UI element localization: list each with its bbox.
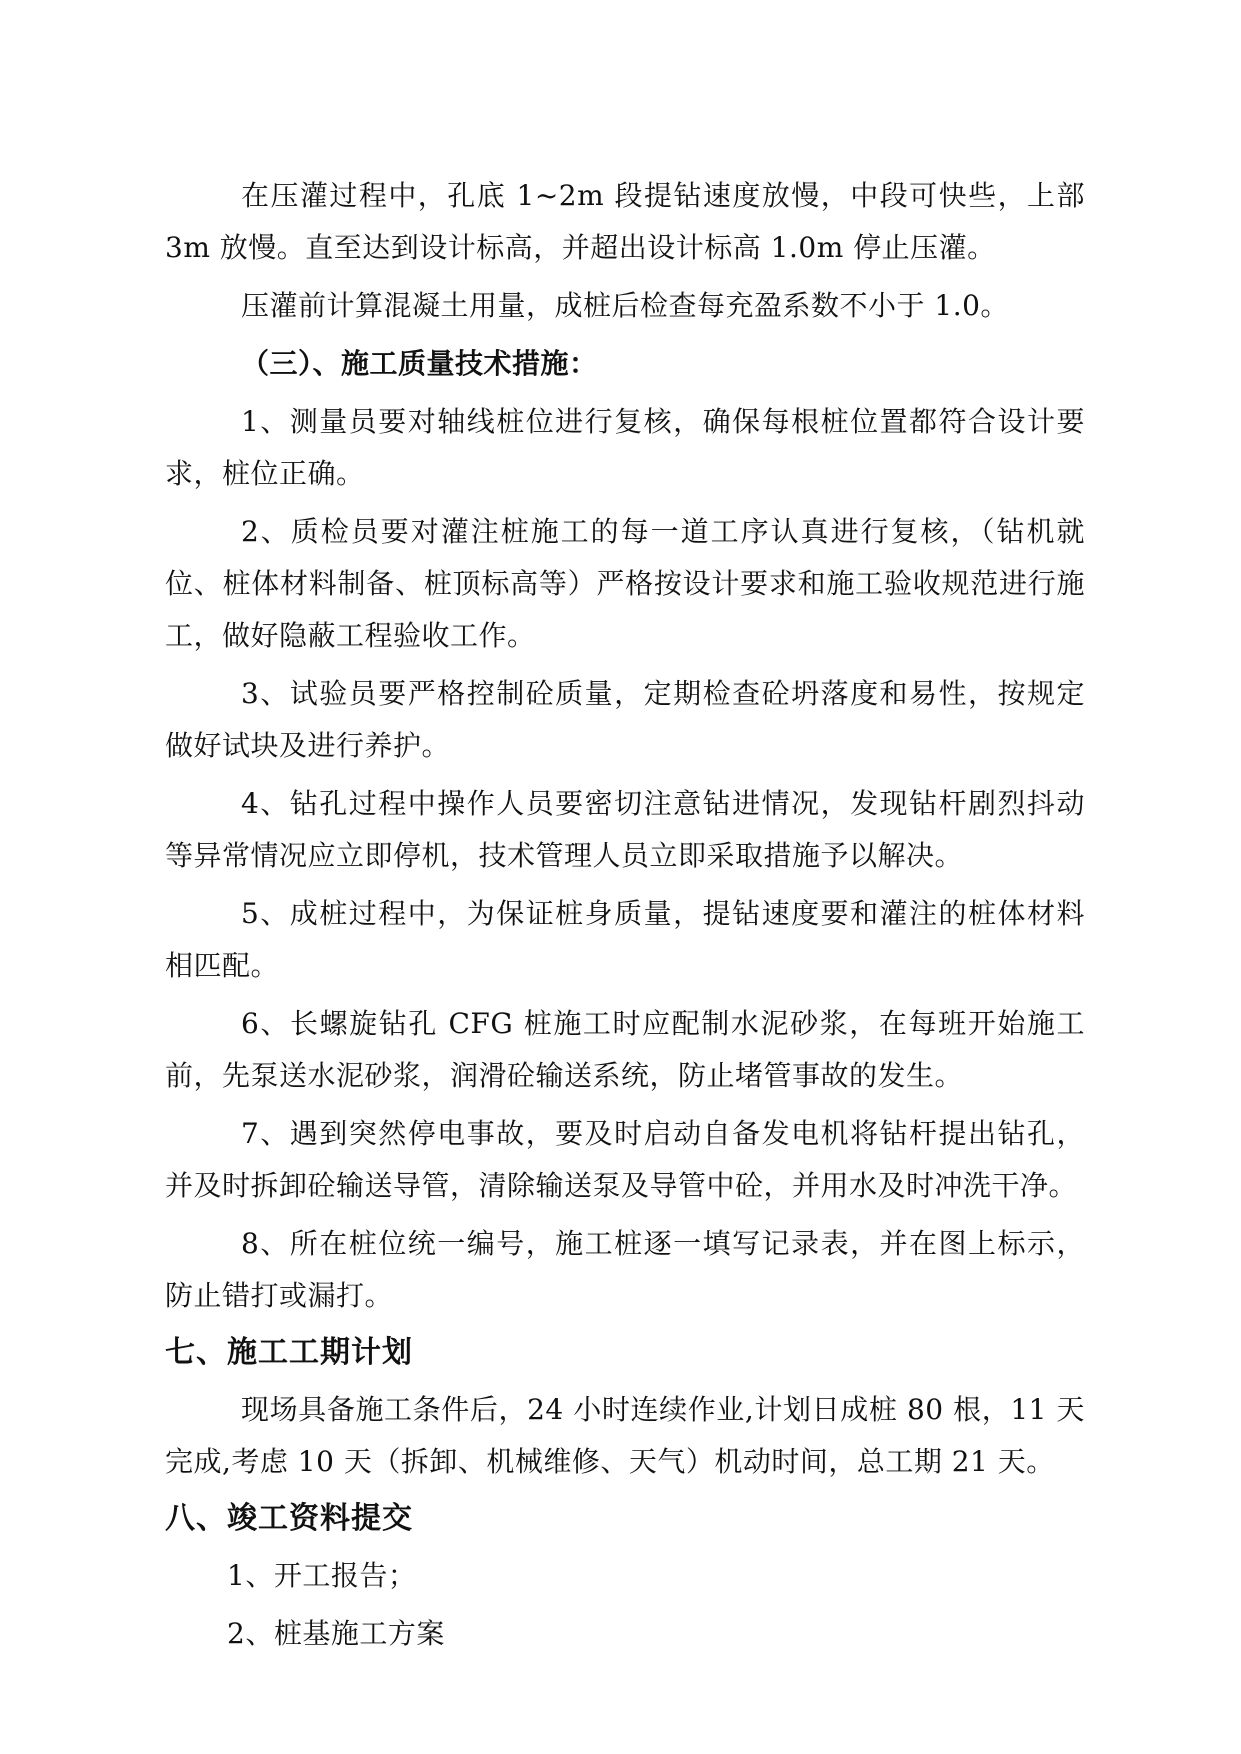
paragraph-pressure-grouting: 在压灌过程中，孔底 1~2m 段提钻速度放慢，中段可快些，上部 3m 放慢。直至达到设计标高，并超出设计标高 1.0m 停止压灌。 [165, 179, 1085, 264]
measure-item: 6、长螺旋钻孔 CFG 桩施工时应配制水泥砂浆，在每班开始施工前，先泵送水泥砂浆，润滑砼输送系统，防止堵管事故的发生。 [165, 1007, 1085, 1092]
measure-item: 7、遇到突然停电事故，要及时启动自备发电机将钻杆提出钻孔，并及时拆卸砼输送导管，清除输送泵及导管中砼，并用水及时冲洗干净。 [165, 1117, 1085, 1202]
measure-item: 4、钻孔过程中操作人员要密切注意钻进情况，发现钻杆剧烈抖动等异常情况应立即停机，技术管理人员立即采取措施予以解决。 [165, 787, 1085, 872]
measure-item: 3、试验员要严格控制砼质量，定期检查砼坍落度和易性，按规定做好试块及进行养护。 [165, 677, 1085, 762]
completion-doc-item: 1、开工报告； [227, 1559, 417, 1592]
measure-item: 2、质检员要对灌注桩施工的每一道工序认真进行复核，（钻机就位、桩体材料制备、桩顶标高等）严格按设计要求和施工验收规范进行施工，做好隐蔽工程验收工作。 [165, 515, 1085, 652]
measure-item: 8、所在桩位统一编号，施工桩逐一填写记录表，并在图上标示，防止错打或漏打。 [165, 1227, 1085, 1312]
document-body [165, 170, 1085, 1666]
completion-doc-item: 2、桩基施工方案 [227, 1617, 445, 1650]
section-title-quality-measures: （三）、施工质量技术措施： [241, 347, 598, 380]
measure-item: 5、成桩过程中，为保证桩身质量，提钻速度要和灌注的桩体材料相匹配。 [165, 897, 1085, 982]
heading-completion-docs: 八、竣工资料提交 [165, 1501, 413, 1536]
paragraph-concrete-volume: 压灌前计算混凝土用量，成桩后检查每充盈系数不小于 1.0。 [241, 289, 1009, 322]
heading-schedule: 七、施工工期计划 [165, 1335, 413, 1370]
measure-item: 1、测量员要对轴线桩位进行复核，确保每根桩位置都符合设计要求，桩位正确。 [165, 405, 1085, 490]
paragraph-schedule: 现场具备施工条件后，24 小时连续作业,计划日成桩 80 根，11 天完成,考虑 10 天（拆卸、机械维修、天气）机动时间，总工期 21 天。 [165, 1393, 1085, 1478]
